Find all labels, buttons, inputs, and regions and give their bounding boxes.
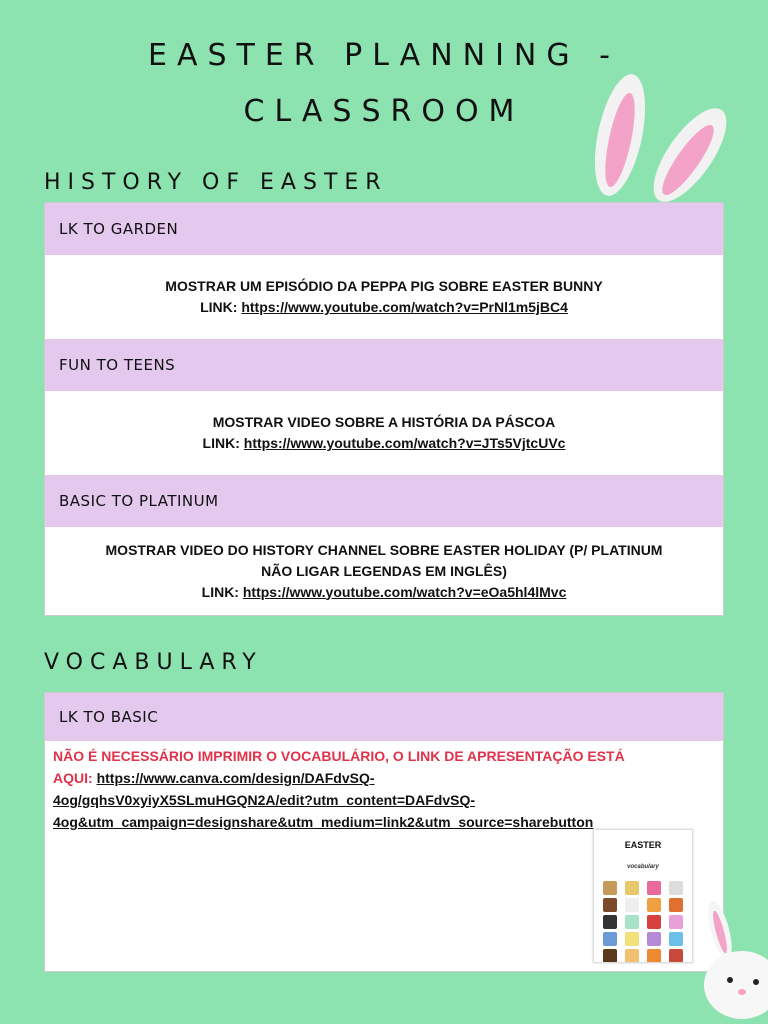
bunny-icon: [669, 881, 683, 895]
vocabulary-notice-aqui: AQUI:: [53, 770, 93, 786]
level-header-lk-to-garden: LK TO GARDEN: [45, 203, 723, 255]
bow-icon: [647, 932, 661, 946]
link-label: LINK:: [200, 299, 238, 315]
vocabulary-thumbnail: [593, 829, 693, 963]
painted-egg-icon: [625, 915, 639, 929]
bunny-face-illustration: [690, 890, 768, 1024]
church-icon: [669, 949, 683, 963]
history-heading: HISTORY OF EASTER: [44, 170, 388, 195]
link-label: LINK:: [201, 583, 239, 600]
activity-text-line2: NÃO LIGAR LEGENDAS EM INGLÊS): [261, 562, 507, 579]
hat-icon: [603, 932, 617, 946]
link-label: LINK:: [202, 435, 240, 451]
thumbnail-subtitle: vocabulary: [627, 864, 659, 870]
page-title: [0, 28, 768, 140]
tulip-icon: [647, 915, 661, 929]
vocabulary-row: [45, 741, 723, 971]
youtube-link[interactable]: https://www.youtube.com/watch?v=PrNl1m5jBC4: [241, 299, 568, 315]
history-row-basic-to-platinum: [45, 527, 723, 615]
carrot-icon: [669, 898, 683, 912]
flower-icon: [647, 881, 661, 895]
chocolate-icon: [603, 898, 617, 912]
activity-text: MOSTRAR UM EPISÓDIO DA PEPPA PIG SOBRE EASTER BUNNY: [165, 278, 603, 294]
level-header-basic-to-platinum: BASIC TO PLATINUM: [45, 475, 723, 527]
youtube-link[interactable]: https://www.youtube.com/watch?v=eOa5hl4lMvc: [242, 583, 567, 600]
bread-icon: [625, 949, 639, 963]
page-title-line1: EASTER PLANNING -: [148, 38, 620, 73]
history-table: [44, 202, 724, 616]
chick-icon: [647, 898, 661, 912]
history-row-lk-to-garden: [45, 255, 723, 339]
history-row-fun-to-teens: [45, 391, 723, 475]
eggs-icon: [625, 932, 639, 946]
level-header-lk-to-basic: LK TO BASIC: [45, 693, 723, 741]
vocabulary-notice: NÃO É NECESSÁRIO IMPRIMIR O VOCABULÁRIO, O LINK DE APRESENTAÇÃO ESTÁ: [53, 748, 625, 764]
vocabulary-heading: VOCABULARY: [44, 650, 263, 675]
paw-icon: [603, 915, 617, 929]
vocabulary-table: [44, 692, 724, 972]
gift-icon: [669, 932, 683, 946]
canva-link-line1[interactable]: https://www.canva.com/design/DAFdvSQ-: [96, 770, 375, 786]
egg-icon: [625, 881, 639, 895]
basket-icon: [603, 881, 617, 895]
ears-icon: [669, 915, 683, 929]
activity-text: MOSTRAR VIDEO SOBRE A HISTÓRIA DA PÁSCOA: [212, 414, 556, 430]
thumbnail-title: EASTER: [624, 840, 662, 850]
lamb-icon: [625, 898, 639, 912]
level-header-fun-to-teens: FUN TO TEENS: [45, 339, 723, 391]
bible-icon: [603, 949, 617, 963]
youtube-link[interactable]: https://www.youtube.com/watch?v=JTs5VjtcUVc: [243, 435, 566, 451]
canva-link-line3[interactable]: 4og&utm_campaign=designshare&utm_medium=link2&utm_source=sharebutton: [53, 814, 594, 830]
canva-link-line2[interactable]: 4og/gqhsV0xyiyX5SLmuHGQN2A/edit?utm_content=DAFdvSQ-: [53, 792, 476, 808]
page-title-line2: CLASSROOM: [243, 94, 525, 129]
activity-text-line1: MOSTRAR VIDEO DO HISTORY CHANNEL SOBRE EASTER HOLIDAY (P/ PLATINUM: [105, 541, 663, 558]
thumbnail-grid: [594, 878, 692, 963]
hunt-icon: [647, 949, 661, 963]
